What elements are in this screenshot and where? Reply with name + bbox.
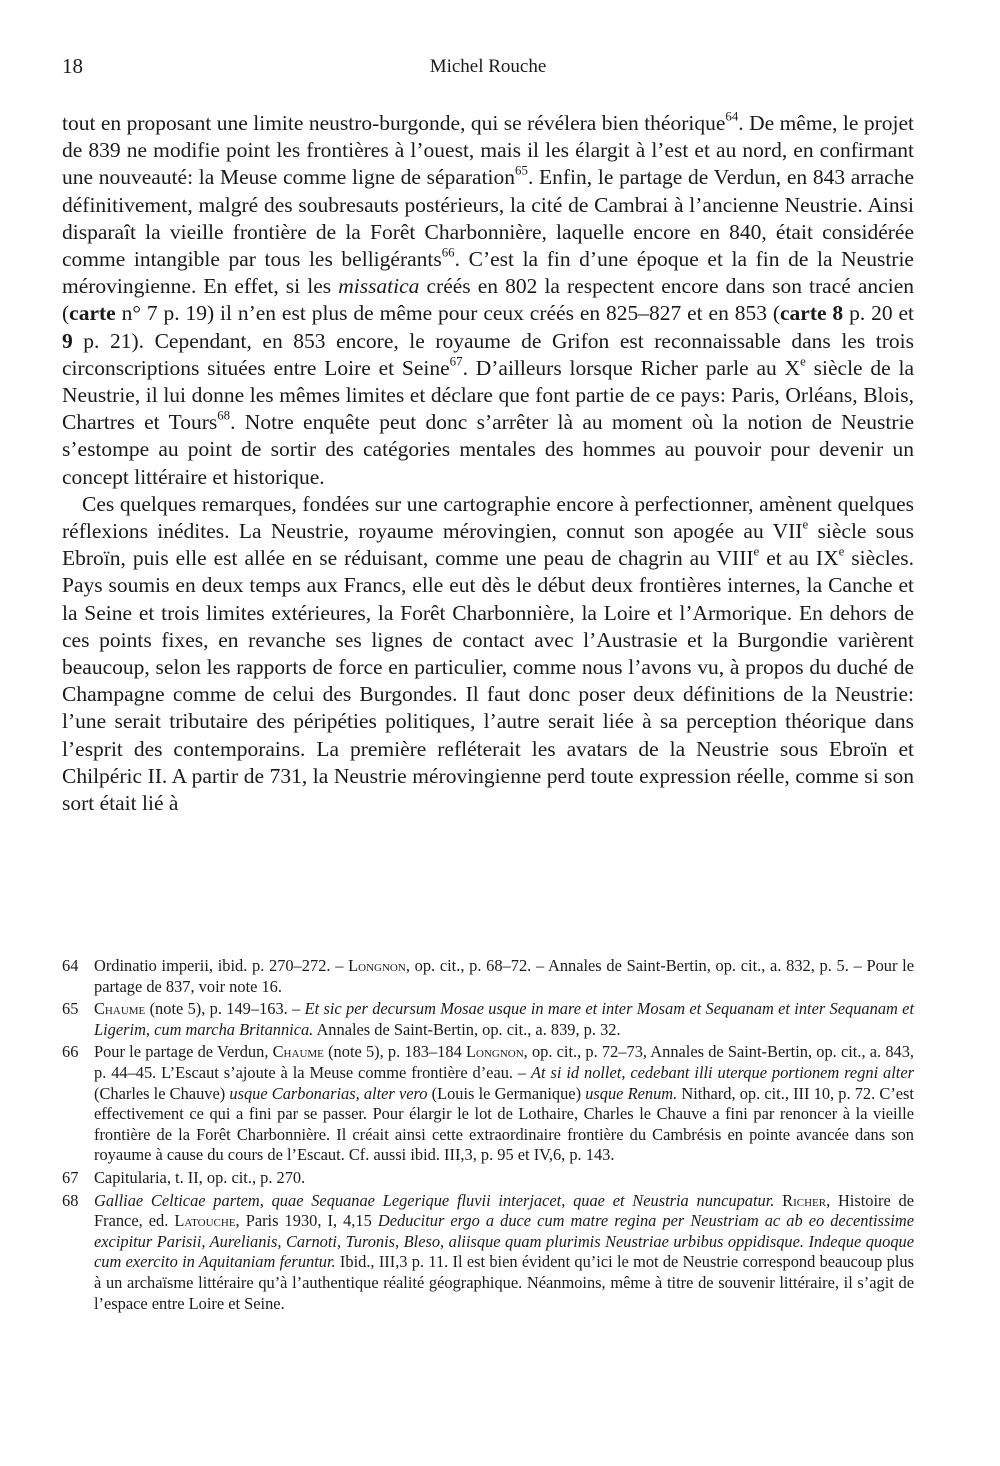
ordinal-suffix: e xyxy=(800,354,806,369)
text-run: , op. cit., p. 68–72. – Annales de Saint-Bertin, op. cit., a. 832, p. 5. – Pour le partage de 837, voir note 16. xyxy=(94,956,915,996)
text-run: Capitularia, t. II, op. cit., p. 270. xyxy=(94,1167,306,1187)
footnote-number: 65 xyxy=(62,999,79,1019)
map-reference: carte 8 xyxy=(780,301,844,326)
footnote-64 xyxy=(62,956,914,997)
author-name: Richer xyxy=(782,1190,827,1210)
latin-quote: Et sic per decursum Mosae usque in mare et inter Mosam et Sequanam et inter Sequanam et Ligerim, cum marcha Britannica. xyxy=(94,999,915,1039)
ordinal-suffix: e xyxy=(838,544,845,559)
text-run: , op. cit., p. 72–73, Annales de Saint-Bertin, op. cit., a. 843, p. 44–45. L’Escaut s’ajoute à la Meuse comme frontière d’eau. – xyxy=(94,1042,914,1082)
text-run: créés en 802 la respectent encore dans son tracé ancien ( xyxy=(62,274,914,326)
footnote-ref-64: 64 xyxy=(725,109,739,124)
footnote-ref-66: 66 xyxy=(441,245,455,260)
text-run: . Notre enquête peut donc s’arrêter là au moment où la notion de Neustrie s’estompe au point de sortir des catégories mentales des hommes au pouvoir pour devenir un concept littéraire et historique. xyxy=(62,410,914,489)
text-run: et au IX xyxy=(759,546,839,571)
map-reference: carte xyxy=(69,301,116,326)
page-header xyxy=(62,54,914,84)
ordinal-suffix: e xyxy=(802,517,809,532)
footnote-number: 67 xyxy=(62,1167,79,1187)
footnote-ref-67: 67 xyxy=(449,354,463,369)
text-run: Ces quelques remarques, fondées sur une cartographie encore à perfectionner, amènent quelques réflexions inédites. La Neustrie, royaume mérovingien, connut son apogée au VII xyxy=(62,491,914,544)
text-run: (Charles le Chauve) xyxy=(94,1083,230,1103)
text-run xyxy=(774,1191,782,1210)
map-reference: 9 xyxy=(62,328,73,353)
text-run: Nithard, op. cit., III 10, p. 72. C’est effectivement ce qui a fini par se passer. Pour élargir le lot de Lothaire, Charles le Chauve a fini par renoncer à la vieille frontière de la Forêt Charbonnière. Il créait ainsi cette extraordinaire frontière du Cambrésis en pointe avancée dans son royaume à cause du cours de l’Escaut. Cf. aussi ibid. III,3, p. 95 et IV,6, p. 143. xyxy=(94,1083,914,1165)
footnote-68 xyxy=(62,1191,914,1315)
text-run: n° 7 p. 19) il n’en est plus de même pour ceux créés en 825–827 et en 853 ( xyxy=(115,301,781,326)
footnote-65 xyxy=(62,999,914,1040)
text-run: . De même, le projet de 839 ne modifie point les frontières à l’ouest, mais il les élargit à l’est et au nord, en confirmant une nouveauté: la Meuse comme ligne de séparation xyxy=(62,111,914,190)
text-run: p. 20 et xyxy=(843,301,914,326)
latin-quote: Deducitur ergo a duce cum matre regina per Neustriam ac ab eo decentissime excipitur Parisii, Aurelianis, Carnoti, Turonis, Bleso, aliisque quam plurimis Neustriae urbibus oppidisque. Indeque quoque cum exercito in Aquitaniam feruntur. xyxy=(94,1211,914,1272)
paragraph-1 xyxy=(62,110,914,491)
text-run: , Paris 1930, I, 4,15 xyxy=(235,1211,378,1231)
text-run: Pour le partage de Verdun, xyxy=(94,1042,273,1062)
footnote-ref-68: 68 xyxy=(217,408,231,423)
latin-quote: Galliae Celticae partem, quae Sequanae Legerique fluvii interjacet, quae et Neustria nuncupatur. xyxy=(94,1190,775,1210)
author-name: Chaume xyxy=(272,1042,324,1062)
text-run: , Histoire de France, ed. xyxy=(94,1190,914,1231)
footnotes xyxy=(62,956,914,1316)
footnote-number: 64 xyxy=(62,956,79,975)
body-text xyxy=(62,110,914,817)
text-run: (note 5), p. 183–184 xyxy=(323,1042,466,1062)
text-run: . C’est la fin d’une époque et la fin de la Neustrie mérovingienne. En effet, si les xyxy=(62,247,914,299)
footnote-number: 68 xyxy=(62,1190,79,1210)
latin-quote: usque Renum. xyxy=(585,1083,678,1103)
text-run: Annales de Saint-Bertin, op. cit., a. 839, p. 32. xyxy=(313,1019,621,1039)
running-head: Michel Rouche xyxy=(429,56,547,77)
text-run: p. 21). Cependant, en 853 encore, le royaume de Grifon est reconnaissable dans les trois circonscriptions situées entre Loire et Seine xyxy=(62,328,914,380)
text-run: . D’ailleurs lorsque Richer parle au X xyxy=(462,355,801,380)
author-name: Longnon xyxy=(348,956,406,975)
text-run: (note 5), p. 149–163. – xyxy=(145,999,305,1019)
footnote-number: 66 xyxy=(62,1042,79,1062)
italic-term: missatica xyxy=(338,274,420,299)
page-number: 18 xyxy=(62,54,83,78)
author-name: Longnon xyxy=(465,1042,524,1062)
text-run: Ibid., III,3 p. 11. Il est bien évident qu’ici le mot de Neustrie correspond beaucoup plus à un archaïsme littéraire qu’à l’authentique réalité géographique. Néanmoins, même à titre de souvenir littéraire, il s’agit de l’espace entre Loire et Seine. xyxy=(94,1252,914,1313)
text-run: tout en proposant une limite neustro-burgonde, qui se révélera bien théorique xyxy=(62,111,726,135)
footnote-67 xyxy=(62,1168,914,1189)
author-name: Chaume xyxy=(94,999,146,1019)
latin-quote: usque Carbonarias, alter vero xyxy=(229,1083,428,1103)
text-run: siècles. Pays soumis en deux temps aux Francs, elle eut dès le début deux frontières internes, la Canche et la Seine et trois limites extérieures, la Forêt Charbonnière, la Loire et l’Armorique. En dehors de ces points fixes, en revanche ses lignes de contact avec l’Austrasie et la Burgondie varièrent beaucoup, selon les rapports de force en particulier, comme nous l’avons vu, à propos du duché de Champagne comme de celui des Burgondes. Il faut donc poser deux définitions de la Neustrie: l’une serait tributaire des péripéties politiques, l’autre serait liée à sa perception théorique dans l’esprit des contemporains. La première refléterait les avatars de la Neustrie sous Ebroïn et Chilpéric II. A partir de 731, la Neustrie mérovingienne perd toute expression réelle, comme si son sort était lié à xyxy=(62,546,914,816)
latin-quote: At si id nollet, cedebant illi uterque portionem regni alter xyxy=(531,1062,915,1082)
text-run: siècle de la Neustrie, il lui donne les mêmes limites et déclare que font partie de ce pays: Paris, Orléans, Blois, Chartres et Tours xyxy=(62,355,914,435)
text-run: (Louis le Germanique) xyxy=(427,1083,586,1103)
footnote-66 xyxy=(62,1042,914,1166)
paragraph-2 xyxy=(62,491,914,817)
footnote-ref-65: 65 xyxy=(515,163,528,178)
author-name: Latouche xyxy=(174,1211,236,1231)
ordinal-suffix: e xyxy=(753,544,760,559)
text-run: siècle sous Ebroïn, puis elle est allée en se réduisant, comme une peau de chagrin au VIII xyxy=(62,519,914,571)
text-run: Ordinatio imperii, ibid. p. 270–272. – xyxy=(94,956,349,975)
text-run: . Enfin, le partage de Verdun, en 843 arrache définitivement, malgré des soubresauts postérieurs, la cité de Cambrai à l’ancienne Neustrie. Ainsi disparaît la vieille frontière de la Forêt Charbonnière, laquelle encore en 840, était considérée comme intangible par tous les belligérants xyxy=(62,165,915,272)
